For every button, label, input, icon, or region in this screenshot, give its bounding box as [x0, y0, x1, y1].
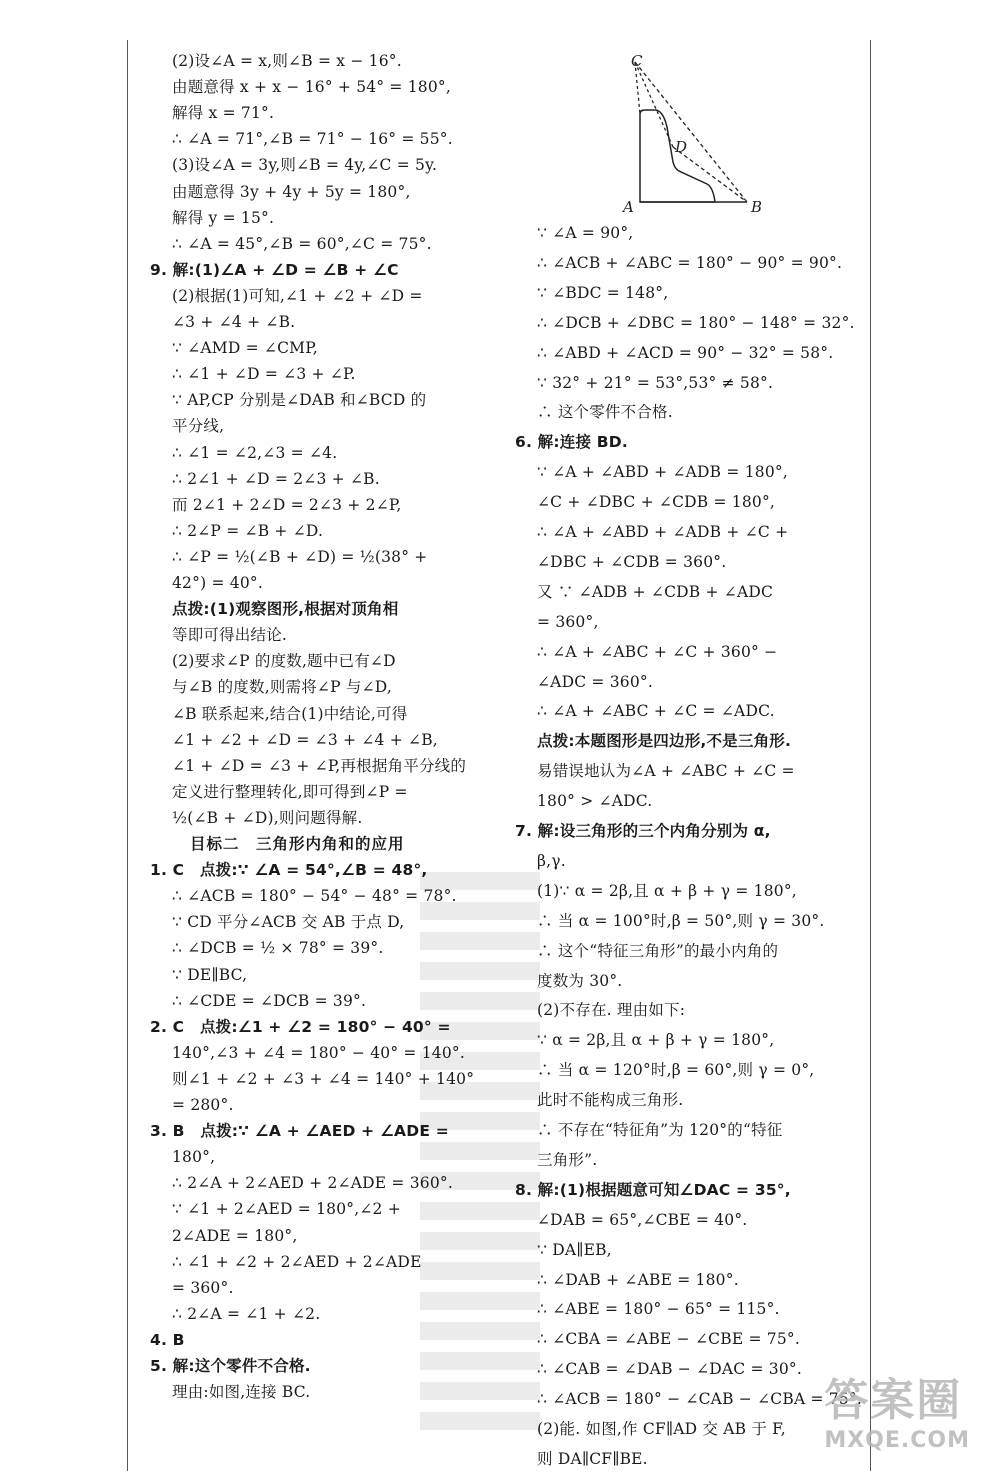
left-line: 等即可得出结论.: [172, 626, 288, 645]
left-line: 理由:如图,连接 BC.: [172, 1383, 311, 1402]
right-line: 点拨:本题图形是四边形,不是三角形.: [537, 732, 792, 751]
left-line: ∠3 + ∠4 + ∠B.: [172, 313, 296, 331]
left-line: ∴ ∠A = 45°,∠B = 60°,∠C = 75°.: [172, 234, 432, 253]
right-line: (1)∵ α = 2β,且 α + β + γ = 180°,: [537, 881, 797, 900]
right-line: ∴ ∠ACB + ∠ABC = 180° − 90° = 90°.: [537, 253, 843, 272]
left-line: (2)设∠A = x,则∠B = x − 16°.: [172, 52, 402, 70]
right-line: ∴ 当 α = 100°时,β = 50°,则 γ = 30°.: [537, 911, 825, 930]
left-line: 目标二 三角形内角和的应用: [190, 835, 405, 853]
right-line: 则 DA∥CF∥BE.: [537, 1449, 648, 1468]
right-line: 7. 解:设三角形的三个内角分别为 α,: [515, 822, 771, 840]
left-line: = 360°.: [172, 1278, 234, 1297]
left-line: ∵ ∠AMD = ∠CMP,: [172, 339, 318, 358]
left-line: ∴ ∠P = ½(∠B + ∠D) = ½(38° +: [172, 547, 428, 566]
right-line: ∠C + ∠DBC + ∠CDB = 180°,: [537, 493, 776, 512]
left-line: ∴ ∠1 = ∠2,∠3 = ∠4.: [172, 443, 338, 462]
left-line: ∴ 2∠A + 2∠AED + 2∠ADE = 360°.: [172, 1174, 453, 1193]
left-line: ∴ ∠1 + ∠D = ∠3 + ∠P.: [172, 365, 356, 384]
right-line: ∴ ∠ABE = 180° − 65° = 115°.: [537, 1300, 780, 1319]
left-line: 由题意得 x + x − 16° + 54° = 180°,: [172, 78, 451, 97]
left-line: ∠B 联系起来,结合(1)中结论,可得: [172, 704, 408, 723]
left-line: ½(∠B + ∠D),则问题得解.: [172, 808, 363, 827]
right-line: ∵ α = 2β,且 α + β + γ = 180°,: [537, 1031, 775, 1050]
left-line: 1. C 点拨:∵ ∠A = 54°,∠B = 48°,: [150, 861, 428, 880]
right-line: ∴ 这个“特征三角形”的最小内角的: [537, 941, 779, 960]
part-diagram: [615, 52, 775, 222]
right-line: ∵ ∠BDC = 148°,: [537, 283, 669, 302]
right-line: ∴ ∠A + ∠ABC + ∠C = ∠ADC.: [537, 702, 775, 721]
right-line: 三角形”.: [537, 1150, 598, 1169]
watermark-site: MXQE.COM: [824, 1428, 970, 1453]
left-line: 9. 解:(1)∠A + ∠D = ∠B + ∠C: [150, 260, 399, 279]
left-line: ∴ 2∠1 + ∠D = 2∠3 + ∠B.: [172, 469, 380, 488]
left-line: ∵ DE∥BC,: [172, 965, 248, 984]
left-line: ∵ ∠1 + 2∠AED = 180°,∠2 +: [172, 1200, 401, 1219]
right-line: ∴ ∠CAB = ∠DAB − ∠DAC = 30°.: [537, 1360, 803, 1379]
left-line: 与∠B 的度数,则需将∠P 与∠D,: [172, 678, 392, 697]
left-line: 5. 解:这个零件不合格.: [150, 1357, 311, 1375]
right-line: = 360°,: [537, 612, 599, 631]
left-line: ∠1 + ∠2 + ∠D = ∠3 + ∠4 + ∠B,: [172, 730, 438, 749]
right-line: ∴ ∠ACB = 180° − ∠CAB − ∠CBA = 75°.: [537, 1390, 862, 1409]
label-d: D: [675, 138, 688, 156]
left-line: 由题意得 3y + 4y + 5y = 180°,: [172, 182, 411, 201]
left-line: ∵ CD 平分∠ACB 交 AB 于点 D,: [172, 913, 405, 932]
left-line: ∠1 + ∠D = ∠3 + ∠P,再根据角平分线的: [172, 756, 467, 775]
right-line: 8. 解:(1)根据题意可知∠DAC = 35°,: [515, 1180, 791, 1199]
right-margin-rule: [870, 40, 871, 1471]
right-line: ∴ ∠A + ∠ABC + ∠C + 360° −: [537, 642, 778, 661]
right-line: ∴ 当 α = 120°时,β = 60°,则 γ = 0°,: [537, 1061, 815, 1080]
label-c: C: [631, 52, 643, 70]
right-line: ∴ 不存在“特征角”为 120°的“特征: [537, 1121, 783, 1139]
left-line: 140°,∠3 + ∠4 = 180° − 40° = 140°.: [172, 1043, 465, 1062]
right-line: 180° > ∠ADC.: [537, 792, 653, 811]
left-line: ∴ ∠DCB = ½ × 78° = 39°.: [172, 939, 384, 958]
left-line: 而 2∠1 + 2∠D = 2∠3 + 2∠P,: [172, 495, 402, 514]
right-line: 6. 解:连接 BD.: [515, 433, 628, 452]
left-line: 2. C 点拨:∠1 + ∠2 = 180° − 40° =: [150, 1017, 451, 1036]
left-line: ∴ ∠CDE = ∠DCB = 39°.: [172, 991, 367, 1010]
background-stamp: [420, 870, 540, 1430]
left-line: 解得 y = 15°.: [172, 208, 275, 227]
right-line: (2)能. 如图,作 CF∥AD 交 AB 于 F,: [537, 1420, 786, 1438]
left-line: ∴ 2∠A = ∠1 + ∠2.: [172, 1304, 321, 1323]
right-line: (2)不存在. 理由如下:: [537, 1001, 686, 1020]
left-line: (2)要求∠P 的度数,题中已有∠D: [172, 652, 396, 671]
watermark-main: 答案圈: [824, 1375, 963, 1426]
left-line: = 280°.: [172, 1096, 234, 1114]
left-line: ∴ 2∠P = ∠B + ∠D.: [172, 521, 324, 540]
label-a: A: [623, 198, 634, 216]
left-line: 则∠1 + ∠2 + ∠3 + ∠4 = 140° + 140°: [172, 1069, 475, 1088]
right-line: ∴ ∠DCB + ∠DBC = 180° − 148° = 32°.: [537, 313, 855, 332]
right-line: ∵ 32° + 21° = 53°,53° ≠ 58°.: [537, 373, 774, 392]
right-line: ∠DAB = 65°,∠CBE = 40°.: [537, 1210, 748, 1229]
label-b: B: [751, 198, 763, 216]
left-line: 180°,: [172, 1148, 216, 1167]
right-line: ∴ ∠A + ∠ABD + ∠ADB + ∠C +: [537, 523, 789, 541]
left-line: 2∠ADE = 180°,: [172, 1226, 298, 1245]
left-line: 42°) = 40°.: [172, 574, 263, 592]
right-line: 又 ∵ ∠ADB + ∠CDB + ∠ADC: [537, 582, 774, 601]
right-line: ∴ ∠ABD + ∠ACD = 90° − 32° = 58°.: [537, 343, 834, 362]
right-line: 此时不能构成三角形.: [537, 1091, 684, 1110]
left-line: (2)根据(1)可知,∠1 + ∠2 + ∠D =: [172, 286, 423, 305]
right-line: 易错误地认为∠A + ∠ABC + ∠C =: [537, 762, 795, 781]
left-line: 定义进行整理转化,即可得到∠P =: [172, 782, 408, 801]
left-line: ∴ ∠A = 71°,∠B = 71° − 16° = 55°.: [172, 130, 453, 149]
right-line: ∠DBC + ∠CDB = 360°.: [537, 552, 727, 571]
right-line: ∴ 这个零件不合格.: [537, 403, 673, 422]
right-line: ∴ ∠CBA = ∠ABE − ∠CBE = 75°.: [537, 1330, 800, 1349]
left-line: (3)设∠A = 3y,则∠B = 4y,∠C = 5y.: [172, 156, 438, 175]
right-line: ∵ ∠A + ∠ABD + ∠ADB = 180°,: [537, 463, 788, 482]
right-line: 度数为 30°.: [537, 971, 623, 990]
left-line: ∴ ∠1 + ∠2 + 2∠AED + 2∠ADE: [172, 1252, 422, 1271]
right-line: β,γ.: [537, 851, 566, 870]
left-line: 平分线,: [172, 417, 225, 436]
left-line: 点拨:(1)观察图形,根据对顶角相: [172, 600, 399, 619]
left-line: 解得 x = 71°.: [172, 104, 275, 123]
right-line: ∴ ∠DAB + ∠ABE = 180°.: [537, 1270, 739, 1289]
left-line: ∴ ∠ACB = 180° − 54° − 48° = 78°.: [172, 887, 457, 906]
left-margin-rule: [127, 40, 128, 1471]
left-line: 4. B: [150, 1330, 185, 1349]
watermark: [824, 1364, 970, 1453]
left-line: ∵ AP,CP 分别是∠DAB 和∠BCD 的: [172, 391, 427, 410]
left-line: 3. B 点拨:∵ ∠A + ∠AED + ∠ADE =: [150, 1122, 449, 1141]
right-line: ∠ADC = 360°.: [537, 672, 653, 691]
right-line: ∵ ∠A = 90°,: [537, 224, 634, 242]
right-line: ∵ DA∥EB,: [537, 1240, 612, 1259]
